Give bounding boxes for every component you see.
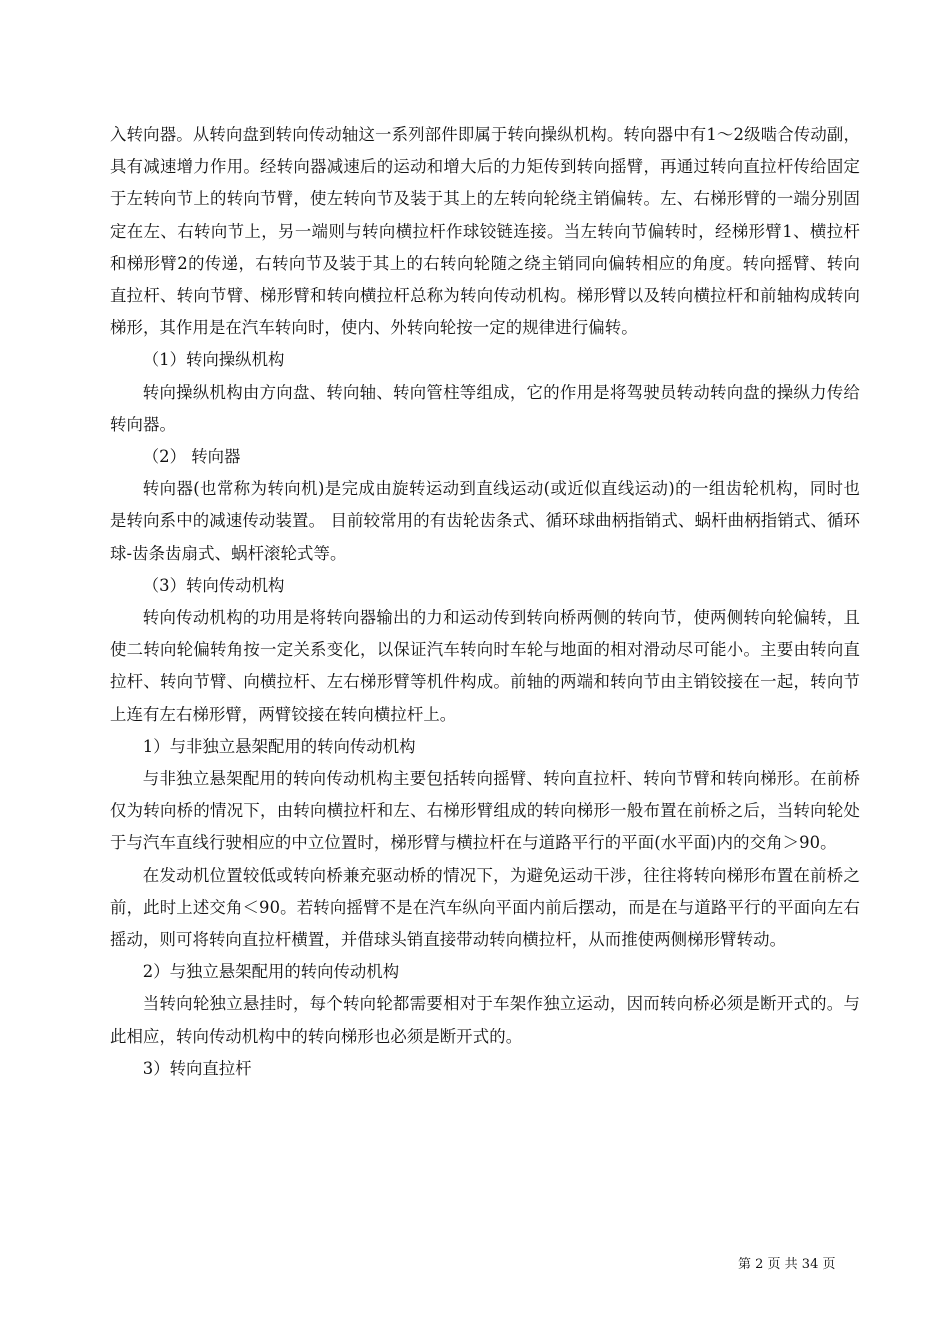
paragraph-steering-gear: 转向器(也常称为转向机)是完成由旋转运动到直线运动(或近似直线运动)的一组齿轮机构，同时也是转向系中的减速传动装置。 目前较常用的有齿轮齿条式、循环球曲柄指销式、蜗杆曲柄指销式、循环球-齿条齿扇式、蜗杆滚轮式等。 — [110, 479, 860, 563]
heading-non-independent-suspension-linkage: 1）与非独立悬架配用的转向传动机构 — [142, 736, 416, 756]
heading-steering-gear: （2） 转向器 — [142, 447, 241, 467]
page-number: 第 2 页 共 34 页 — [738, 1257, 836, 1272]
heading-steering-linkage: （3）转向传动机构 — [142, 575, 285, 595]
paragraph-front-steering-trapezoid: 在发动机位置较低或转向桥兼充驱动桥的情况下，为避免运动干涉，往往将转向梯形布置在前桥之前，此时上述交角＜90。若转向摇臂不是在汽车纵向平面内前后摆动，而是在与道路平行的平面向左右摇动，则可将转向直拉杆横置，并借球头销直接带动转向横拉杆，从而推使两侧梯形臂转动。 — [110, 865, 860, 950]
heading-steering-control-mechanism: （1）转向操纵机构 — [142, 350, 285, 370]
paragraph-independent-suspension-linkage: 当转向轮独立悬挂时，每个转向轮都需要相对于车架作独立运动，因而转向桥必须是断开式的。与此相应，转向传动机构中的转向梯形也必须是断开式的。 — [110, 994, 860, 1046]
paragraph-steering-linkage: 转向传动机构的功用是将转向器输出的力和运动传到转向桥两侧的转向节，使两侧转向轮偏转，且使二转向轮偏转角按一定关系变化，以保证汽车转向时车轮与地面的相对滑动尽可能小。主要由转向直拉杆、转向节臂、向横拉杆、左右梯形臂等机件构成。前轴的两端和转向节由主销铰接在一起，转向节上连有左右梯形臂，两臂铰接在转向横拉杆上。 — [110, 608, 860, 724]
paragraph-intro-continued: 入转向器。从转向盘到转向传动轴这一系列部件即属于转向操纵机构。转向器中有1～2级啮合传动副，具有减速增力作用。经转向器减速后的运动和增大后的力矩传到转向摇臂，再通过转向直拉杆传给固定于左转向节上的转向节臂，使左转向节及装于其上的左转向轮绕主销偏转。左、右梯形臂的一端分别固定在左、右转向节上，另一端则与转向横拉杆作球铰链连接。当左转向节偏转时，经梯形臂1、横拉杆和梯形臂2的传递，右转向节及装于其上的右转向轮随之绕主销同向偏转相应的角度。转向摇臂、转向直拉杆、转向节臂、梯形臂和转向横拉杆总称为转向传动机构。梯形臂以及转向横拉杆和前轴构成转向梯形，其作用是在汽车转向时，使内、外转向轮按一定的规律进行偏转。 — [110, 125, 860, 338]
heading-drag-link: 3）转向直拉杆 — [142, 1058, 252, 1078]
paragraph-non-independent-suspension-linkage: 与非独立悬架配用的转向传动机构主要包括转向摇臂、转向直拉杆、转向节臂和转向梯形。在前桥仅为转向桥的情况下，由转向横拉杆和左、右梯形臂组成的转向梯形一般布置在前桥之后，当转向轮处于与汽车直线行驶相应的中立位置时，梯形臂与横拉杆在与道路平行的平面(水平面)内的交角＞90。 — [110, 769, 860, 853]
heading-independent-suspension-linkage: 2）与独立悬架配用的转向传动机构 — [142, 962, 400, 982]
document-body — [110, 119, 860, 1085]
paragraph-steering-control-mechanism: 转向操纵机构由方向盘、转向轴、转向管柱等组成，它的作用是将驾驶员转动转向盘的操纵力传给转向器。 — [110, 382, 860, 434]
